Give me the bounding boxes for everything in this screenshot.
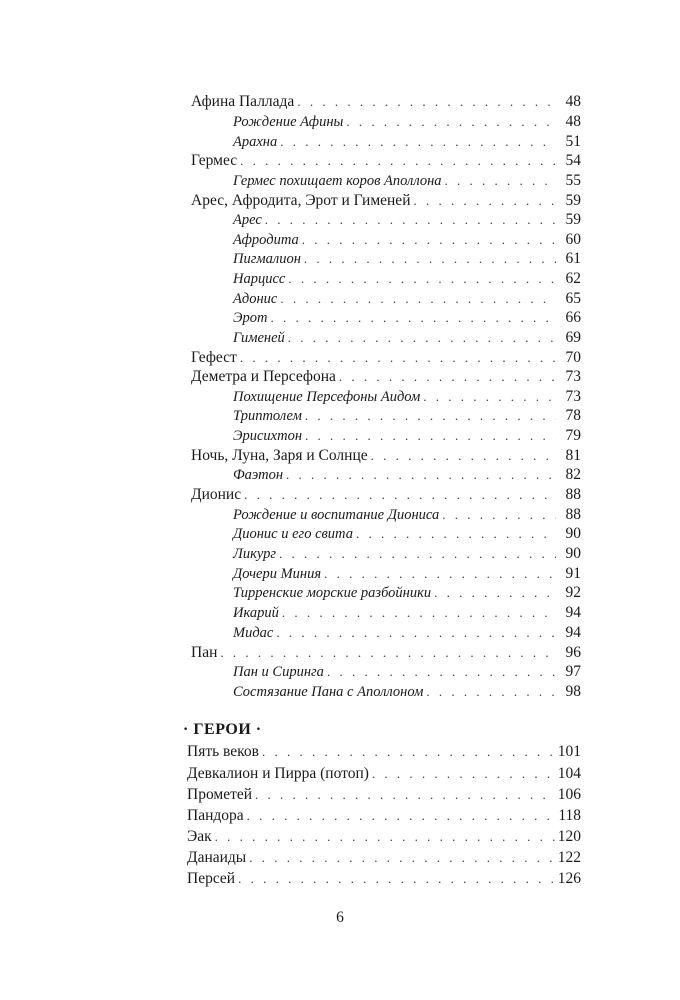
toc-entry-page: 97 — [565, 663, 581, 680]
toc-entry-title: Персей — [187, 870, 236, 887]
toc-entry-title: Рождение и воспитание Диониса — [233, 507, 440, 523]
toc-entry-title: Афина Паллада — [191, 93, 295, 110]
dot-leader — [297, 92, 556, 112]
toc-entry — [187, 785, 581, 805]
toc-entry-title: Арес — [233, 212, 262, 228]
toc-entry-page: 59 — [565, 192, 581, 209]
toc-subentry — [233, 171, 581, 191]
toc-entry-title: Арес, Афродита, Эрот и Гименей — [191, 192, 411, 209]
dot-leader — [434, 583, 556, 603]
toc-entry-page: 90 — [565, 525, 581, 542]
toc-entry-title: Дочери Миния — [233, 566, 322, 582]
page-number: 6 — [336, 909, 344, 926]
toc-entry-title: Ликург — [233, 546, 277, 562]
toc-entry-title: Эрисихтон — [233, 428, 303, 444]
toc-entry-page: 94 — [565, 604, 581, 621]
toc-entry-title: Тирренские морские разбойники — [233, 585, 432, 601]
toc-entry-page: 94 — [565, 624, 581, 641]
toc-entry-title: Пять веков — [187, 743, 259, 760]
toc-subentry — [233, 387, 581, 407]
dot-leader — [238, 869, 555, 889]
toc-entry-page: 91 — [565, 565, 581, 582]
dot-leader — [279, 544, 556, 564]
dot-leader — [423, 387, 556, 407]
toc-entry — [191, 348, 581, 368]
toc-subentry — [233, 603, 581, 623]
toc-entry-page: 70 — [565, 349, 581, 366]
dot-leader — [413, 191, 556, 211]
toc-subentry — [233, 426, 581, 446]
dot-leader — [247, 806, 556, 826]
toc-entry — [187, 806, 581, 826]
toc-entry-title: Мидас — [233, 625, 274, 641]
toc-entry-page: 88 — [565, 506, 581, 523]
dot-leader — [442, 505, 556, 525]
toc-entry-title: Эрот — [233, 310, 268, 326]
toc-entry-title: Арахна — [233, 134, 278, 150]
toc-entry — [191, 485, 581, 505]
dot-leader — [276, 623, 556, 643]
dot-leader — [265, 210, 556, 230]
dot-leader — [288, 328, 556, 348]
toc-entry-page: 51 — [565, 133, 581, 150]
toc-entry-page: 78 — [565, 407, 581, 424]
toc-entry-page: 69 — [565, 329, 581, 346]
toc-entry — [187, 764, 581, 784]
toc-entry — [187, 848, 581, 868]
toc-entry — [187, 742, 581, 762]
dot-leader — [305, 406, 556, 426]
toc-entry — [191, 151, 581, 171]
toc-entry-page: 73 — [565, 388, 581, 405]
toc-entry-title: Гермес похищает коров Аполлона — [233, 173, 442, 189]
dot-leader — [215, 827, 555, 847]
toc-entry — [191, 191, 581, 211]
toc-entry-page: 96 — [565, 644, 581, 661]
toc-entry-page: 61 — [565, 250, 581, 267]
dot-leader — [372, 764, 555, 784]
toc-entry-page: 54 — [565, 152, 581, 169]
toc-subentry — [233, 662, 581, 682]
toc-entry-title: Гименей — [233, 330, 285, 346]
toc-subentry — [233, 112, 581, 132]
section-heading-heroes: · ГЕРОИ · — [183, 721, 262, 738]
toc-entry-page: 120 — [557, 828, 581, 845]
toc-entry-title: Гефест — [191, 349, 237, 366]
toc-entry-page: 79 — [565, 427, 581, 444]
toc-entry-title: Дионис и его свита — [233, 526, 353, 542]
dot-leader — [255, 785, 555, 805]
toc-entry-page: 126 — [557, 870, 581, 887]
dot-leader — [356, 524, 556, 544]
dot-leader — [280, 289, 556, 309]
toc-entry-page: 98 — [565, 683, 581, 700]
toc-subentry — [233, 308, 581, 328]
toc-entry-page: 88 — [565, 486, 581, 503]
toc-entry-title: Пан — [191, 644, 218, 661]
toc-entry-page: 101 — [557, 743, 581, 760]
toc-entry-page: 122 — [557, 849, 581, 866]
toc-entry-title: Ночь, Луна, Заря и Солнце — [191, 447, 368, 464]
toc-subentry — [233, 406, 581, 426]
dot-leader — [249, 848, 555, 868]
dot-leader — [220, 643, 556, 663]
dot-leader — [445, 171, 556, 191]
toc-entry-title: Рождение Афины — [233, 114, 344, 130]
toc-entry-title: Состязание Пана с Аполлоном — [233, 684, 424, 700]
toc-entry-title: Пан и Сиринга — [233, 664, 324, 680]
toc-entry — [191, 446, 581, 466]
toc-entry-page: 73 — [565, 368, 581, 385]
toc-entry-page: 59 — [565, 211, 581, 228]
dot-leader — [270, 308, 556, 328]
toc-entry-page: 118 — [558, 807, 581, 824]
toc-entry-title: Адонис — [233, 291, 278, 307]
toc-entry — [191, 92, 581, 112]
toc-entry-page: 81 — [565, 447, 581, 464]
toc-entry — [187, 869, 581, 889]
toc-entry-title: Данаиды — [187, 849, 247, 866]
dot-leader — [346, 112, 556, 132]
toc-subentry — [233, 505, 581, 525]
dot-leader — [304, 249, 556, 269]
toc-entry — [191, 643, 581, 663]
toc-subentry — [233, 289, 581, 309]
toc-subentry — [233, 544, 581, 564]
toc-entry — [191, 367, 581, 387]
dot-leader — [305, 426, 556, 446]
toc-subentry — [233, 210, 581, 230]
toc-entry-page: 90 — [565, 545, 581, 562]
toc-entry-page: 48 — [565, 93, 581, 110]
toc-entry-page: 62 — [565, 270, 581, 287]
toc-entry-title: Пигмалион — [233, 251, 301, 267]
toc-entry-title: Деметра и Персефона — [191, 368, 336, 385]
toc-subentry — [233, 682, 581, 702]
toc-subentry — [233, 230, 581, 250]
dot-leader — [288, 269, 556, 289]
toc-entry-title: Дионис — [191, 486, 242, 503]
dot-leader — [282, 603, 556, 623]
dot-leader — [286, 465, 556, 485]
toc-entry-title: Гермес — [191, 152, 238, 169]
toc-entry-title: Афродита — [233, 232, 299, 248]
toc-entry-page: 82 — [565, 466, 581, 483]
toc-entry-page: 104 — [557, 765, 581, 782]
toc-entry-page: 48 — [565, 113, 581, 130]
toc-entry-page: 106 — [557, 786, 581, 803]
toc-entry-title: Нарцисс — [233, 271, 286, 287]
toc-subentry — [233, 269, 581, 289]
toc-entry-title: Эак — [187, 828, 212, 845]
toc-entry-title: Икарий — [233, 605, 279, 621]
dot-leader — [426, 682, 556, 702]
toc-entry-title: Пандора — [187, 807, 244, 824]
dot-leader — [324, 564, 556, 584]
toc-subentry — [233, 465, 581, 485]
toc-entry-page: 60 — [565, 231, 581, 248]
toc-subentry — [233, 583, 581, 603]
toc-entry-page: 65 — [565, 290, 581, 307]
toc-subentry — [233, 623, 581, 643]
dot-leader — [302, 230, 556, 250]
toc-subentry — [233, 132, 581, 152]
toc-entry-page: 92 — [565, 584, 581, 601]
toc-subentry — [233, 249, 581, 269]
toc-entry-title: Фаэтон — [233, 467, 284, 483]
dot-leader — [240, 151, 556, 171]
toc-entry-title: Девкалион и Пирра (потоп) — [187, 765, 369, 782]
toc-subentry — [233, 328, 581, 348]
dot-leader — [280, 132, 556, 152]
dot-leader — [327, 662, 556, 682]
toc-entry-page: 55 — [565, 172, 581, 189]
toc-subentry — [233, 564, 581, 584]
dot-leader — [371, 446, 556, 466]
toc-subentry — [233, 524, 581, 544]
dot-leader — [262, 742, 555, 762]
dot-leader — [240, 348, 556, 368]
toc-entry — [187, 827, 581, 847]
dot-leader — [339, 367, 556, 387]
toc-entry-page: 66 — [565, 309, 581, 326]
toc-entry-title: Прометей — [187, 786, 253, 803]
toc-entry-title: Похищение Персефоны Аидом — [233, 389, 421, 405]
dot-leader — [244, 485, 556, 505]
toc-entry-title: Триптолем — [233, 408, 302, 424]
